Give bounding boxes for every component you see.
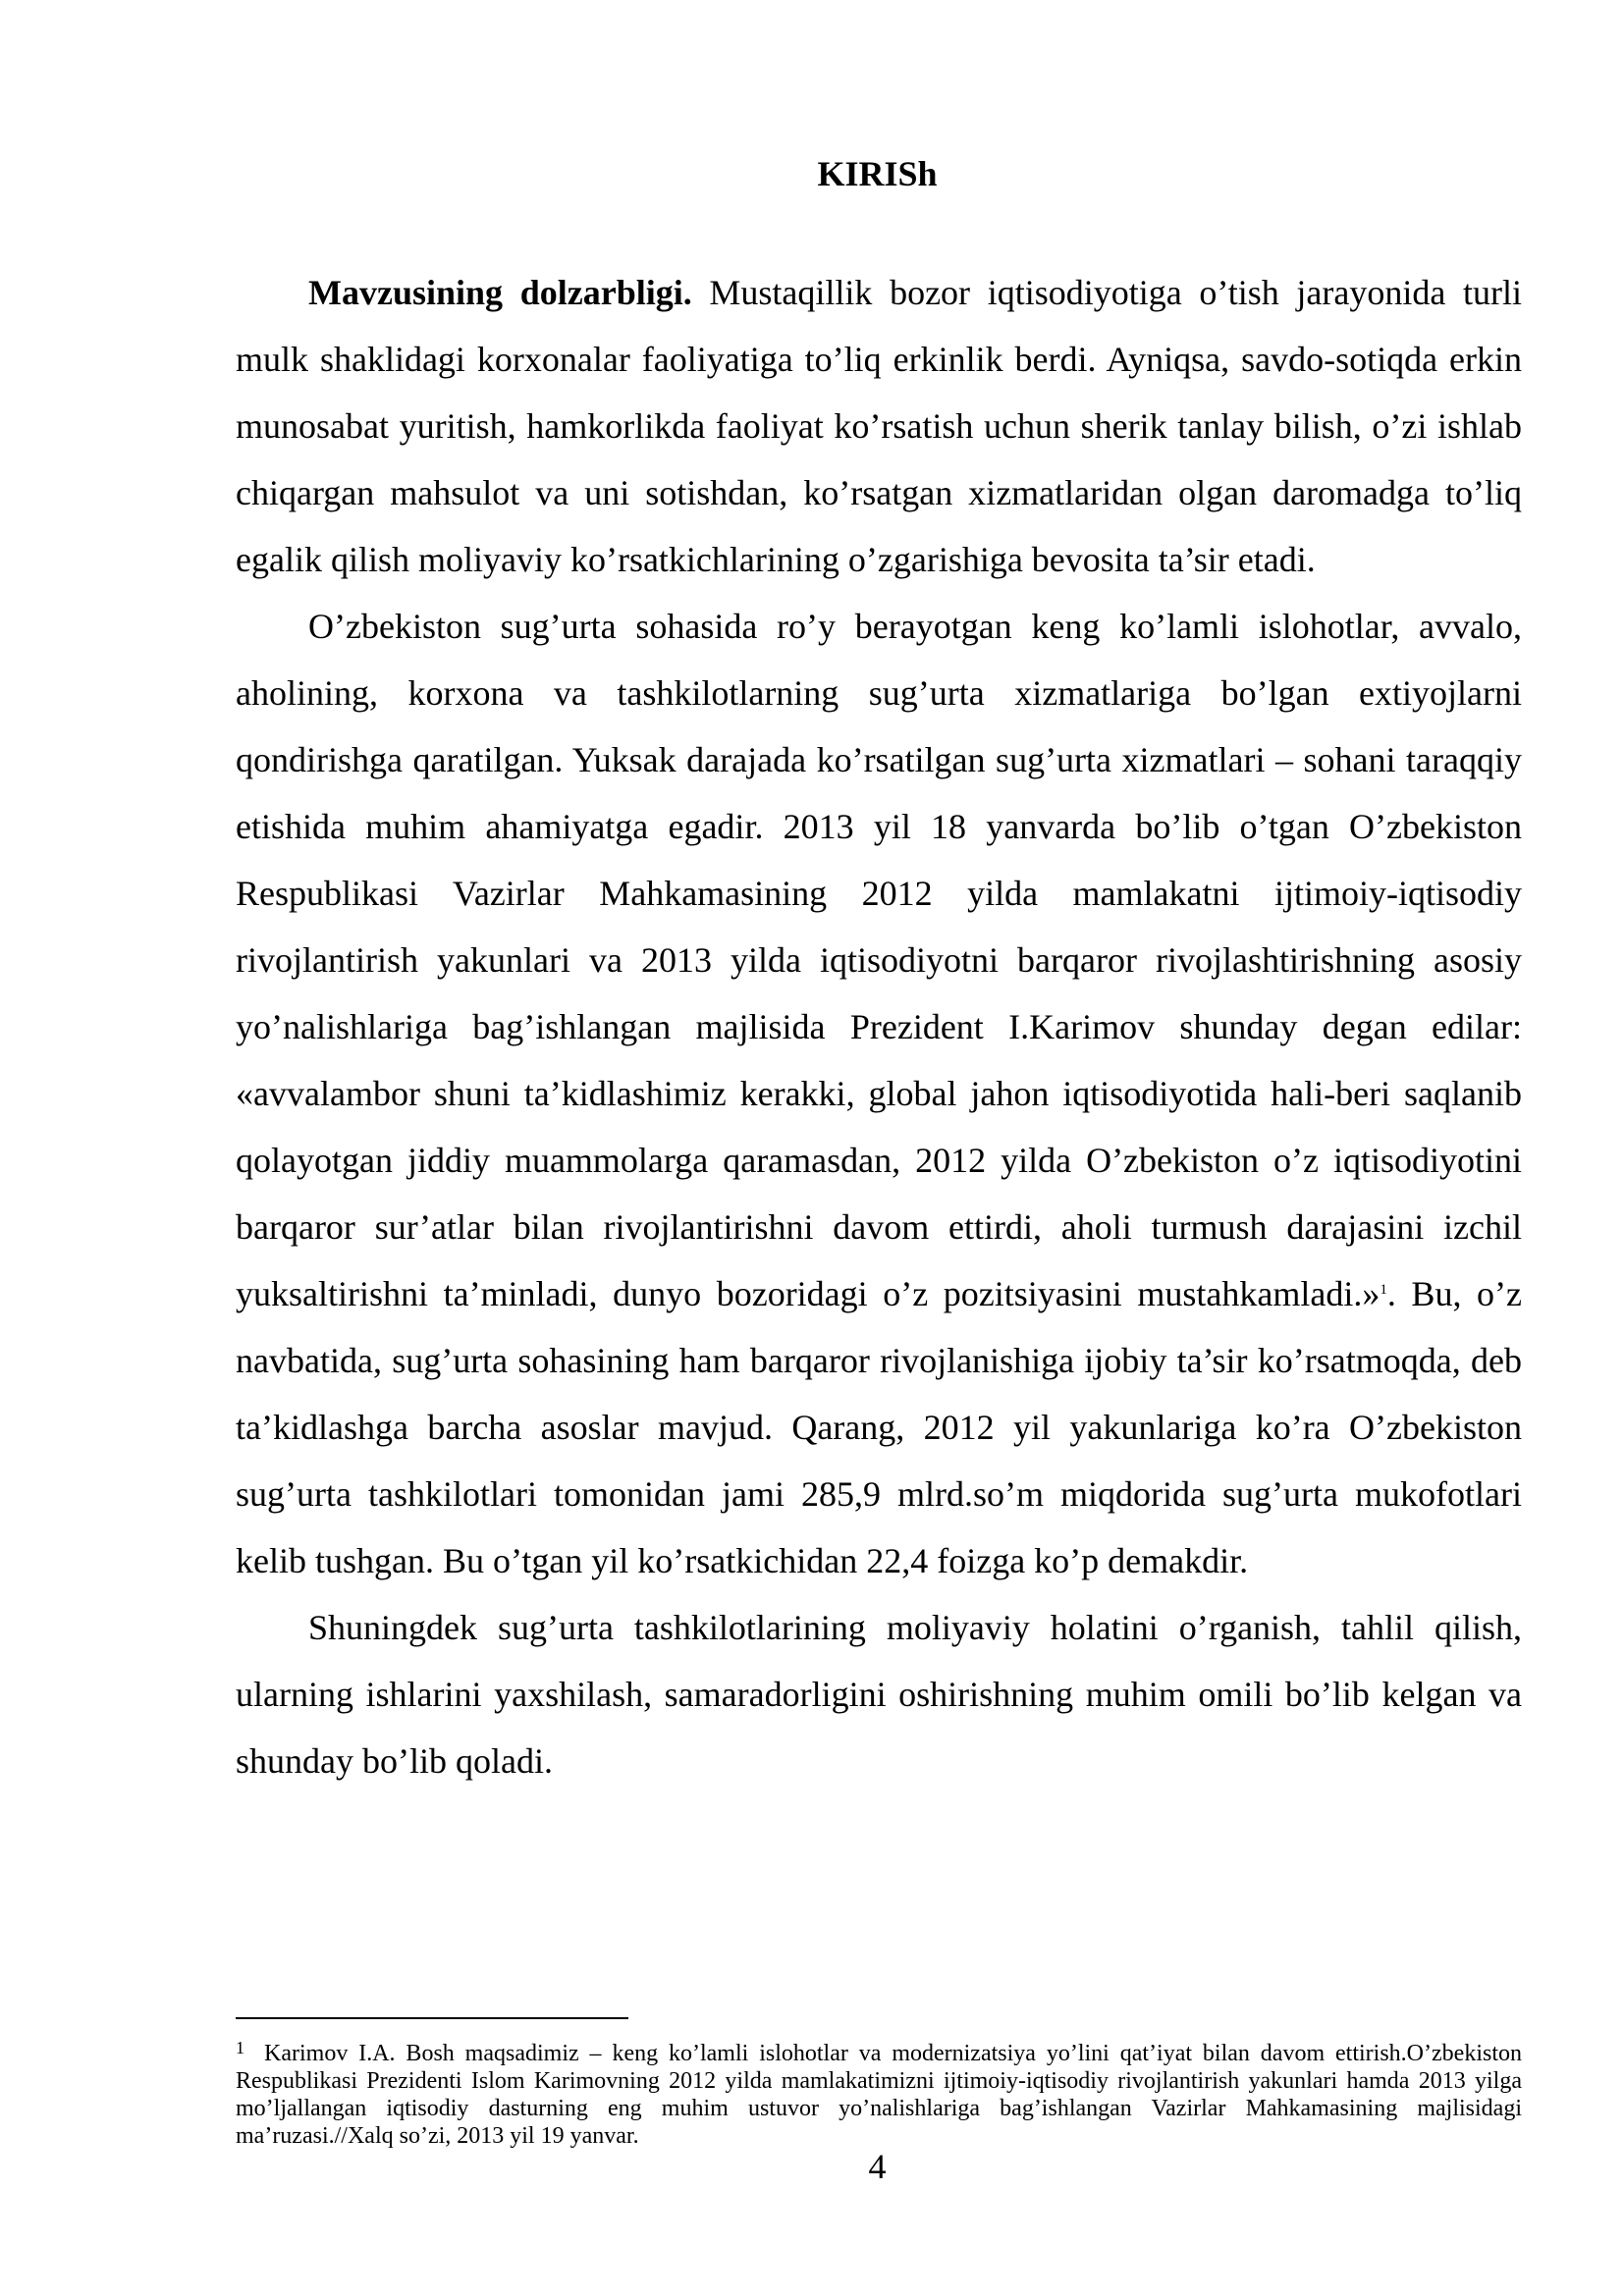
footnote-separator [236,2017,628,2019]
paragraph-text: Shuningdek sug’urta tashkilotlarining moliyaviy holatini o’rganish, tahlil qilish, ularning ishlarini yaxshilash, samaradorligini oshirishning muhim omili bo’lib kelgan va shunday bo’lib qoladi. [236,1608,1522,1781]
paragraph-relevance [236,259,1522,593]
footnote-text: Karimov I.A. Bosh maqsadimiz – keng ko’lamli islohotlar va modernizatsiya yo’lini qat’iyat bilan davom ettirish.O’zbekiston Respublikasi Prezidenti Islom Karimovning 2012 yilda mamlakatimizni ijtimoiy-iqtisodiy rivojlantirish yakunlari hamda 2013 yilga mo’ljallangan iqtisodiy dasturning eng muhim ustuvor yo’nalishlariga bag’ishlangan Vazirlar Mahkamasining majlisidagi ma’ruzasi.//Xalq so’zi, 2013 yil 19 yanvar. [236,2041,1522,2149]
page-number: 4 [868,2147,887,2186]
section-heading: KIRISh [817,154,938,193]
paragraph-text: Mustaqillik bozor iqtisodiyotiga o’tish jarayonida turli mulk shaklidagi korxonalar faoliyatiga to’liq erkinlik berdi. Ayniqsa, savdo-sotiqda erkin munosabat yuritish, hamkorlikda faoliyat ko’rsatish uchun sherik tanlay bilish, o’zi ishlab chiqargan mahsulot va uni sotishdan, ko’rsatgan xizmatlaridan olgan daromadga to’liq egalik qilish moliyaviy ko’rsatkichlarining o’zgarishiga bevosita ta’sir etadi. [236,273,1522,579]
paragraph-lead: Mavzusining dolzarbligi. [308,273,692,312]
paragraph-reforms [236,593,1522,1594]
paragraph-text: O’zbekiston sug’urta sohasida ro’y berayotgan keng ko’lamli islohotlar, avvalo, aholining, korxona va tashkilotlarning sug’urta xizmatlariga bo’lgan extiyojlarni qondirishga qaratilgan. Yuksak darajada ko’rsatilgan sug’urta xizmatlari – sohani taraqqiy etishida muhim ahamiyatga egadir. 2013 yil 18 yanvarda bo’lib o’tgan O’zbekiston Respublikasi Vazirlar Mahkamasining 2012 yilda mamlakatni ijtimoiy-iqtisodiy rivojlantirish yakunlari va 2013 yilda iqtisodiyotni barqaror rivojlashtirishning asosiy yo’nalishlariga bag’ishlangan majlisida Prezident I.Karimov shunday degan edilar: «avvalambor shuni ta’kidlashimiz kerakki, global jahon iqtisodiyotida hali-beri saqlanib qolayotgan jiddiy muammolarga qaramasdan, 2012 yilda O’zbekiston o’z iqtisodiyotini barqaror sur’atlar bilan rivojlantirishni davom ettirdi, aholi turmush darajasini izchil yuksaltirishni ta’minladi, dunyo bozoridagi o’z pozitsiyasini mustahkamladi.» [236,607,1522,1313]
paragraph-financial-analysis [236,1594,1522,1794]
footnote-mark: 1 [236,2038,244,2057]
footnote [236,2040,1522,2150]
paragraph-text: . Bu, o’z navbatida, sug’urta sohasining ham barqaror rivojlanishiga ijobiy ta’sir ko’rsatmoqda, deb ta’kidlashga barcha asoslar mavjud. Qarang, 2012 yil yakunlariga ko’ra O’zbekiston sug’urta tashkilotlari tomonidan jami 285,9 mlrd.so’m miqdorida sug’urta mukofotlari kelib tushgan. Bu o’tgan yil ko’rsatkichidan 22,4 foizga ko’p demakdir. [236,1274,1522,1580]
footnote-reference: 1 [1380,1282,1387,1298]
body-text [236,259,1522,1794]
